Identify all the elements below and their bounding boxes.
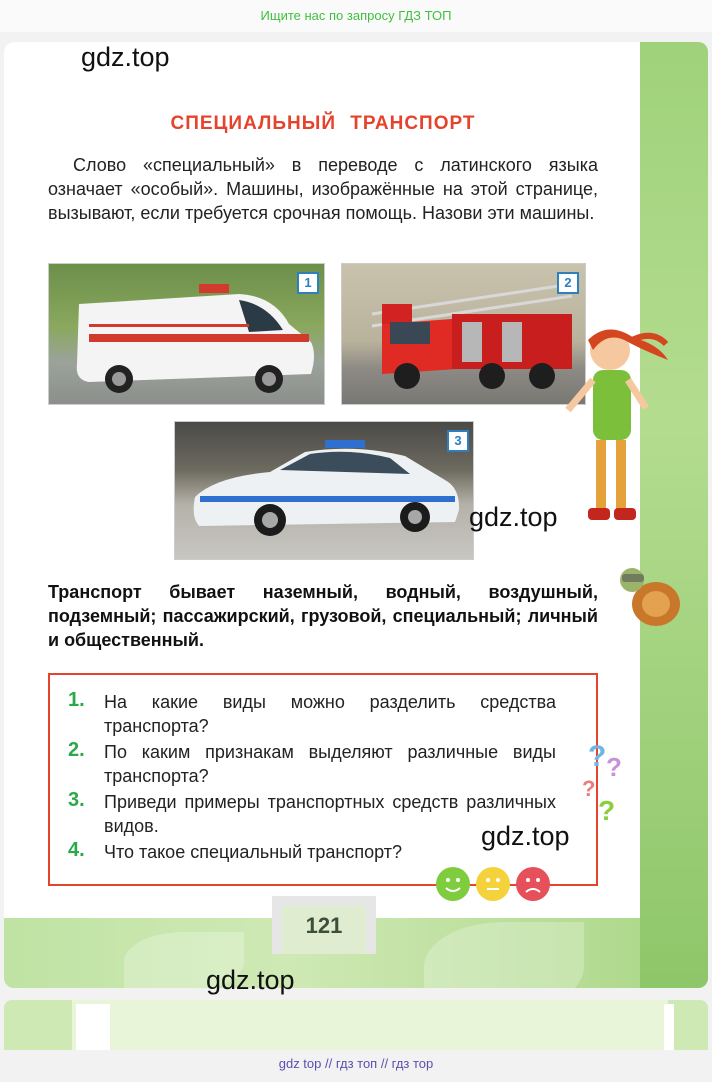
svg-text:?: ? bbox=[598, 795, 616, 822]
next-page-margin bbox=[664, 1004, 674, 1050]
police-car-image bbox=[175, 422, 473, 559]
question-text: Что такое специальный транспорт? bbox=[104, 842, 402, 862]
bottom-banner[interactable]: gdz top // гдз топ // гдз тор bbox=[278, 1056, 434, 1071]
girl-illustration bbox=[548, 320, 678, 525]
ambulance-image bbox=[49, 264, 324, 404]
sad-smiley-icon bbox=[516, 867, 550, 901]
question-number: 2. bbox=[68, 739, 85, 761]
svg-text:?: ? bbox=[606, 752, 622, 782]
photo-number-badge: 1 bbox=[297, 272, 319, 294]
next-page-content bbox=[72, 1000, 668, 1050]
question-marks-icon bbox=[580, 738, 632, 822]
question-text: По каким признакам выделяют различные виды транспорта? bbox=[104, 742, 556, 786]
intro-paragraph: Слово «специальный» в переводе с латинского языка означает «особый». Машины, изображённые на этой странице, вызывают, если требуется срочная помощь. Назови эти машины. bbox=[48, 155, 598, 223]
question-text: Приведи примеры транспортных средств различных видов. bbox=[104, 792, 556, 836]
summary-paragraph: Транспорт бывает наземный, водный, воздушный, подземный; пассажирский, грузовой, специальный; личный и общественный. bbox=[48, 582, 598, 650]
watermark: gdz.top bbox=[481, 821, 570, 851]
top-banner[interactable]: Ищите нас по запросу ГДЗ ТОП bbox=[0, 0, 712, 32]
photo-number-badge: 2 bbox=[557, 272, 579, 294]
svg-text:?: ? bbox=[588, 740, 607, 773]
photo-number-badge: 3 bbox=[447, 430, 469, 452]
question-number: 4. bbox=[68, 839, 85, 861]
police-car-photo bbox=[174, 421, 474, 560]
happy-smiley-icon bbox=[436, 867, 470, 901]
leaf-decoration bbox=[424, 922, 584, 988]
turtle-illustration bbox=[614, 562, 682, 630]
watermark: gdz.top bbox=[469, 502, 558, 532]
svg-text:?: ? bbox=[582, 776, 596, 801]
question-text: На какие виды можно разделить средства транспорта? bbox=[104, 692, 556, 736]
watermark: gdz.top bbox=[206, 965, 295, 995]
page-title: СПЕЦИАЛЬНЫЙ ТРАНСПОРТ bbox=[170, 113, 476, 134]
neutral-smiley-icon bbox=[476, 867, 510, 901]
page-number: 121 bbox=[282, 906, 366, 954]
question-number: 1. bbox=[68, 689, 85, 711]
next-page-margin bbox=[76, 1004, 110, 1050]
questions-box bbox=[48, 673, 598, 886]
ambulance-photo bbox=[48, 263, 325, 405]
question-number: 3. bbox=[68, 789, 85, 811]
watermark: gdz.top bbox=[81, 42, 170, 72]
